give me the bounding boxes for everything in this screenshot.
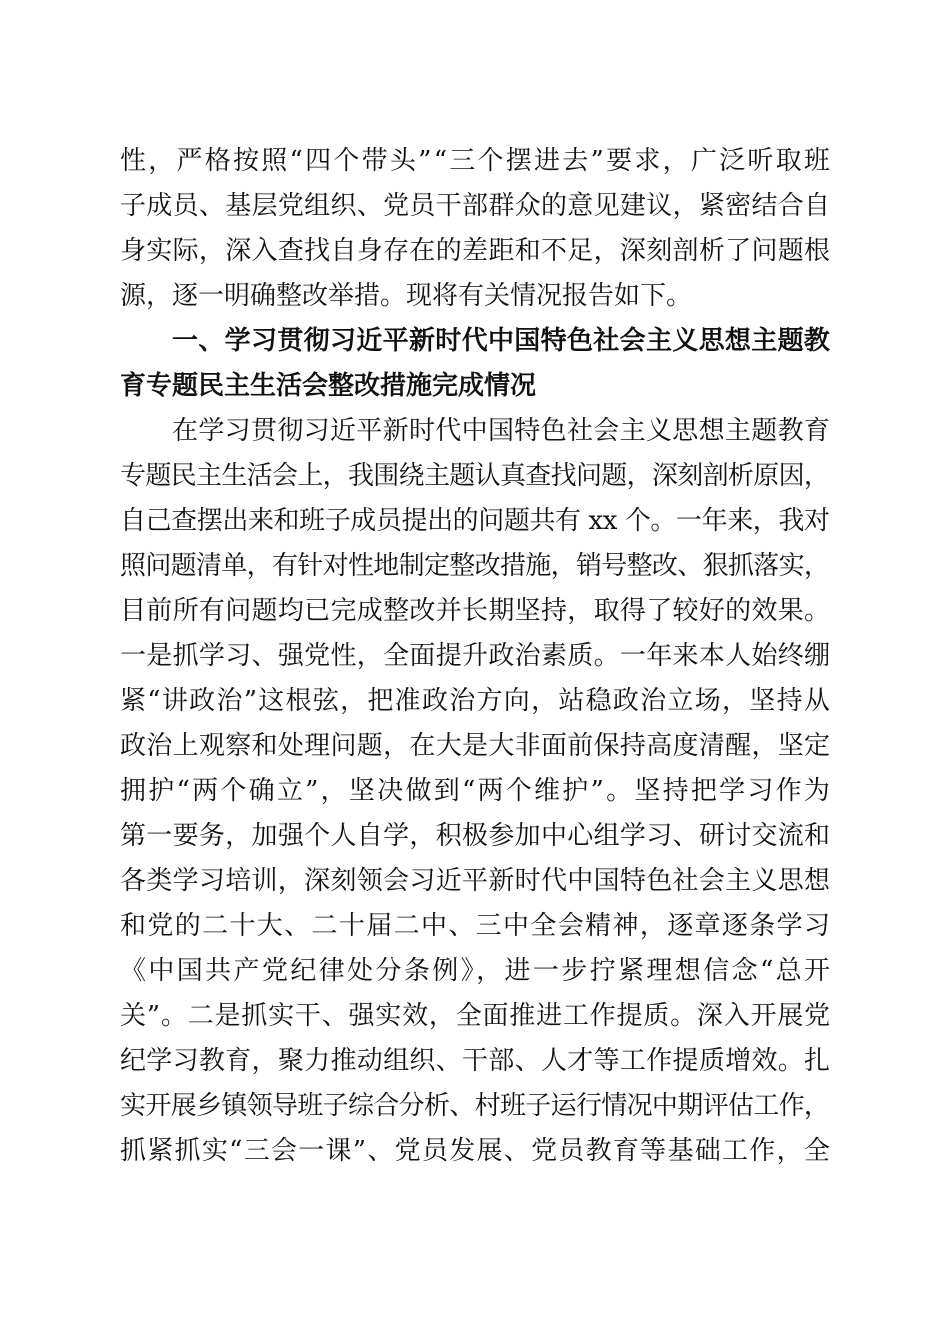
body-text-line [0, 184, 950, 228]
body-text-line [0, 229, 950, 273]
line-text: 自己查摆出来和班子成员提出的问题共有 xx 个。一年来，我对 [120, 506, 830, 536]
body-text-line [0, 454, 950, 498]
line-text: 拥护“两个确立”，坚决做到“两个维护”。坚持把学习作为 [120, 776, 833, 806]
line-text: 实开展乡镇领导班子综合分析、村班子运行情况中期评估工作， [120, 1091, 830, 1121]
line-text: 紧“讲政治”这根弦，把准政治方向，站稳政治立场，坚持从 [120, 686, 832, 716]
line-text: 各类学习培训，深刻领会习近平新时代中国特色社会主义思想 [120, 866, 831, 896]
body-text-line [0, 1129, 950, 1173]
line-text: 纪学习教育，聚力推动组织、干部、人才等工作提质增效。扎 [120, 1046, 831, 1076]
body-text-line [0, 679, 950, 723]
line-text: 和党的二十大、二十届二中、三中全会精神，逐章逐条学习 [120, 911, 832, 941]
body-text-line [0, 724, 950, 768]
section-heading-text: 一、学习贯彻习近平新时代中国特色社会主义思想主题教 [172, 326, 831, 356]
body-text-line [0, 139, 950, 183]
line-text: 目前所有问题均已完成整改并长期坚持，取得了较好的效果。 [120, 596, 831, 626]
body-text-line [0, 274, 950, 318]
line-text: 专题民主生活会上，我围绕主题认真查找问题，深刻剖析原因， [120, 461, 830, 491]
line-text: 一是抓学习、强党性，全面提升政治素质。一年来本人始终绷 [120, 641, 831, 671]
body-text-line [0, 859, 950, 903]
line-text: 政治上观察和处理问题，在大是大非面前保持高度清醒，坚定 [120, 731, 831, 761]
body-text-line [0, 1084, 950, 1128]
line-text: 源，逐一明确整改举措。现将有关情况报告如下。 [120, 281, 693, 311]
line-text: 子成员、基层党组织、党员干部群众的意见建议，紧密结合自 [120, 191, 831, 221]
body-text-line [0, 949, 950, 993]
section-heading-line [0, 364, 950, 408]
body-text-line [0, 499, 950, 543]
line-text: 《中国共产党纪律处分条例》，进一步拧紧理想信念“总开 [120, 956, 833, 986]
body-text-line [0, 1039, 950, 1083]
body-text-line [0, 544, 950, 588]
body-text-line [0, 409, 950, 453]
line-text: 在学习贯彻习近平新时代中国特色社会主义思想主题教育 [172, 416, 831, 446]
section-heading-text: 育专题民主生活会整改措施完成情况 [120, 371, 537, 401]
line-text: 身实际，深入查找自身存在的差距和不足，深刻剖析了问题根 [120, 236, 831, 266]
line-text: 第一要务，加强个人自学，积极参加中心组学习、研讨交流和 [120, 821, 831, 851]
body-text-line [0, 994, 950, 1038]
body-text-line [0, 769, 950, 813]
line-text: 照问题清单，有针对性地制定整改措施，销号整改、狠抓落实， [120, 551, 830, 581]
body-text-line [0, 904, 950, 948]
body-text-line [0, 589, 950, 633]
line-text: 抓紧抓实“三会一课”、党员发展、党员教育等基础工作，全 [120, 1136, 832, 1166]
line-text: 性，严格按照“四个带头”“三个摆进去”要求，广泛听取班 [120, 146, 833, 176]
body-text-line [0, 634, 950, 678]
line-text: 关”。二是抓实干、强实效，全面推进工作提质。深入开展党 [120, 1001, 831, 1031]
body-text-line [0, 814, 950, 858]
section-heading-line [0, 319, 950, 363]
